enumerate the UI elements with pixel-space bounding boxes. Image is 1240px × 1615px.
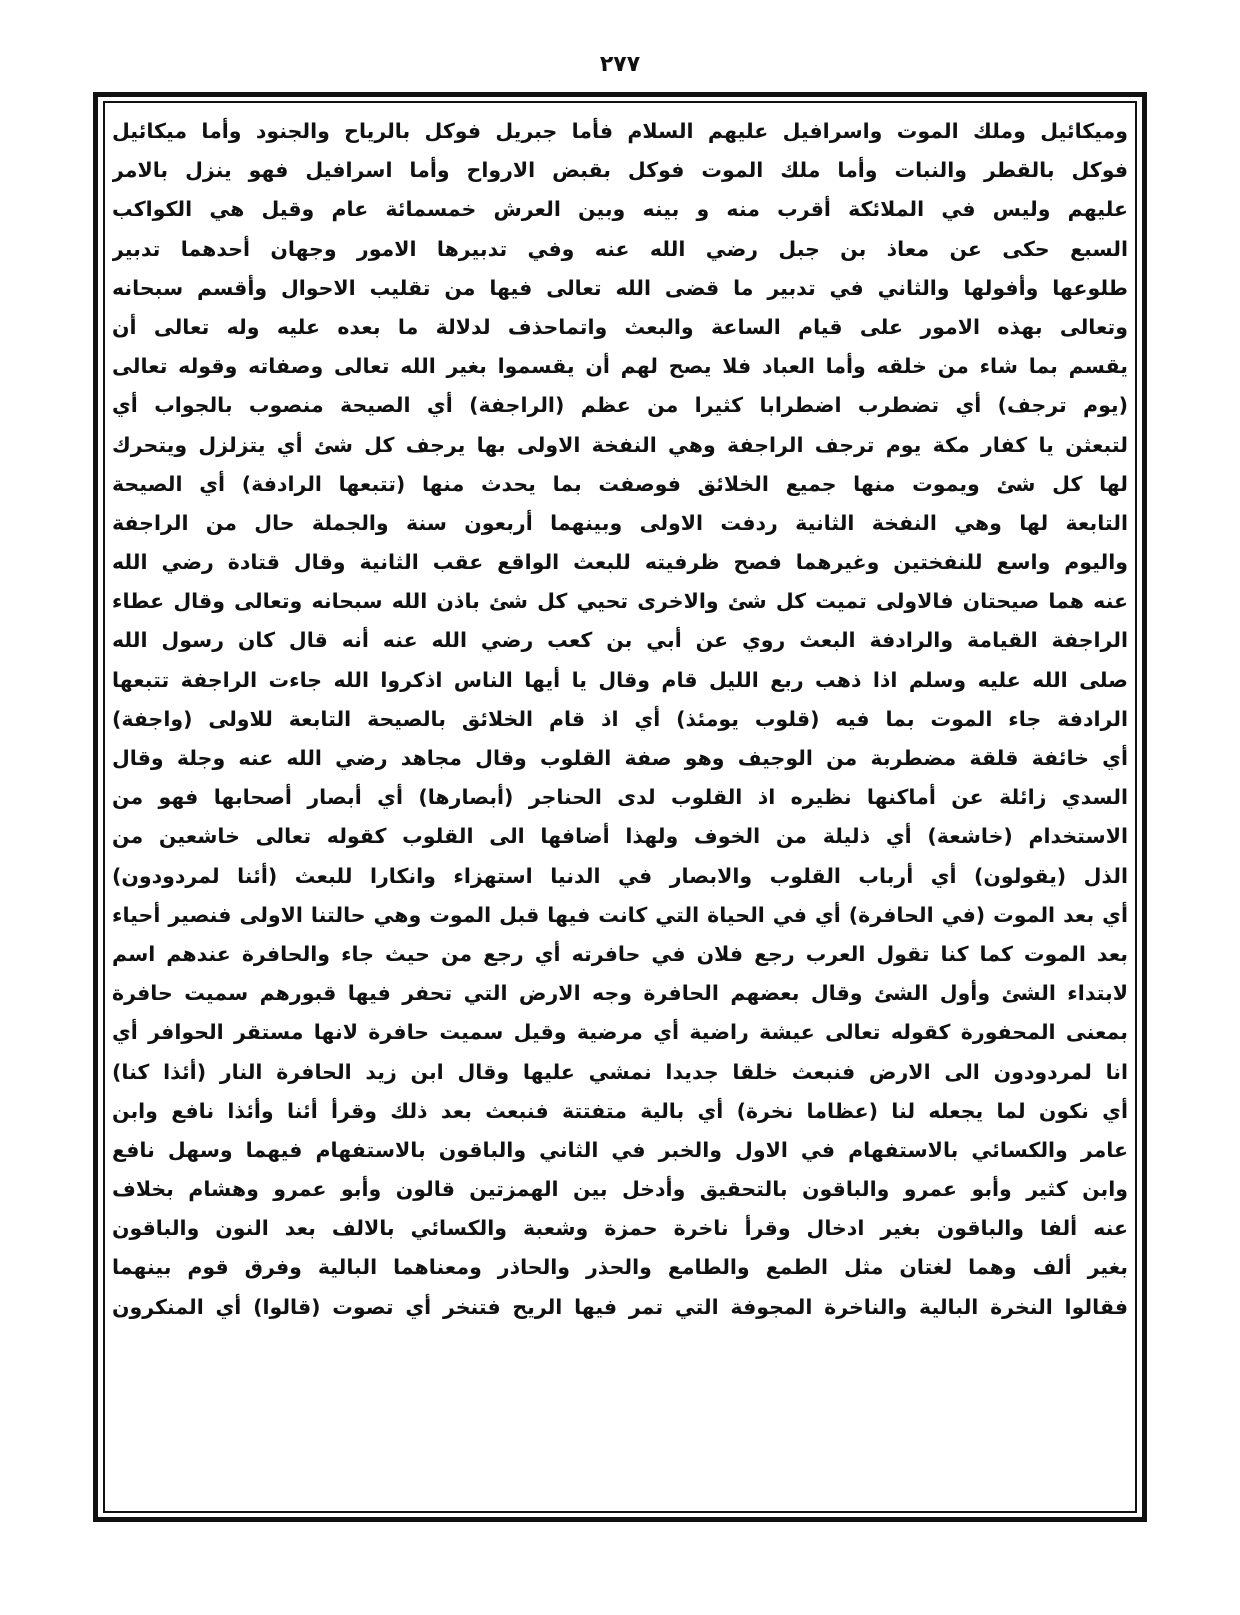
text-line: بغير ألف وهما لغتان مثل الطمع والطامع والحذر والحاذر ومعناهما البالية وفرق قوم بينهما: [112, 1255, 1128, 1280]
text-line: التابعة لها وهي النفخة الثانية ردفت الاولى وبينهما أربعون سنة والجملة حال من الراجفة: [112, 510, 1128, 535]
text-line: أي بعد الموت (في الحافرة) أي في الحياة التي كانت فيها قبل الموت وهي حالتنا الاولى فنصير أحياء: [112, 902, 1128, 927]
text-line: واليوم واسع للنفختين وغيرهما فصح ظرفيته للبعث الواقع عقب الثانية وقال قتادة رضي الله: [112, 550, 1128, 575]
text-line: (يوم ترجف) أي تضطرب اضطرابا كثيرا من عظم (الراجفة) أي الصيحة منصوب بالجواب أي: [112, 393, 1128, 418]
text-line: لتبعثن يا كفار مكة يوم ترجف الراجفة وهي النفخة الاولى بها يرجف كل شئ أي يتزلزل ويتحرك: [112, 432, 1128, 457]
text-line: السبع حكى عن معاذ بن جبل رضي الله عنه وفي تدبيرها الامور وجهان أحدهما تدبير: [112, 236, 1128, 261]
text-line: عامر والكسائي بالاستفهام في الاول والخبر في الثاني والباقون بالاستفهام فيهما وسهل نافع: [112, 1137, 1128, 1162]
text-line: الرادفة جاء الموت بما فيه (قلوب يومئذ) أي اذ قام الخلائق بالصيحة التابعة للاولى (واجفة): [112, 706, 1128, 731]
page-number: ٢٧٧: [599, 52, 641, 77]
text-line: فقالوا النخرة البالية والناخرة المجوفة التي تمر فيها الريح فتنخر أي تصوت (قالوا) أي المنكرون: [112, 1294, 1128, 1319]
text-line: فوكل بالقطر والنبات وأما ملك الموت فوكل بقبض الارواح وأما اسرافيل فهو ينزل بالامر: [112, 158, 1128, 183]
text-line: وابن كثير وأبو عمرو والباقون بالتحقيق وأدخل بين الهمزتين قالون وأبو عمرو وهشام بخلاف: [112, 1177, 1128, 1202]
text-line: أي خائفة قلقة مضطربة من الوجيف وهو صفة القلوب وقال مجاهد رضي الله عنه وجلة وقال: [112, 746, 1128, 770]
text-line: السدي زائلة عن أماكنها نظيره اذ القلوب لدى الحناجر (أبصارها) أي أبصار أصحابها فهو من: [112, 785, 1128, 810]
text-line: بعد الموت كما كنا تقول العرب رجع فلان في حافرته أي رجع من حيث جاء والحافرة عندهم اسم: [112, 941, 1128, 966]
text-line: بمعنى المحفورة كقوله تعالى عيشة راضية أي مرضية وقيل سميت حافرة لانها مستقر الحوافر أي: [112, 1020, 1128, 1045]
text-line: وتعالى بهذه الامور على قيام الساعة والبعث واتماحذف لدلالة ما بعده عليه وله تعالى أن: [112, 314, 1128, 339]
text-line: يقسم بما شاء من خلقه وأما العباد فلا يصح لهم أن يقسموا بغير الله تعالى وصفاته وقوله تعالى: [112, 354, 1128, 379]
text-line: طلوعها وأفولها والثاني في تدبير ما قضى الله تعالى فيها من تقليب الاحوال وأقسم سبحانه: [112, 275, 1128, 300]
page-body-text: [112, 112, 1128, 1510]
text-line: لها كل شئ ويموت منها جميع الخلائق فوصفت بما يحدث منها (تتبعها الرادفة) أي الصيحة: [112, 471, 1128, 496]
text-line: عنه هما صيحتان فالاولى تميت كل شئ والاخرى تحيي كل شئ باذن الله سبحانه وتعالى وقال عطاء: [112, 589, 1128, 614]
text-line: الذل (يقولون) أي أرباب القلوب والابصار في الدنيا استهزاء وانكارا للبعث (أئنا لمردودون): [112, 863, 1128, 888]
text-line: انا لمردودون الى الارض فنبعث خلقا جديدا نمشي عليها وقال ابن زيد الحافرة النار (أئذا كنا): [112, 1059, 1128, 1084]
text-line: الاستخدام (خاشعة) أي ذليلة من الخوف ولهذا أضافها الى القلوب كقوله تعالى خاشعين من: [112, 824, 1128, 849]
text-line: عنه ألفا والباقون بغير ادخال وقرأ ناخرة حمزة وشعبة والكسائي بالالف بعد النون والباقون: [112, 1216, 1128, 1241]
text-line: صلى الله عليه وسلم اذا ذهب ربع الليل قام وقال يا أيها الناس اذكروا الله جاءت الراجفة تتبعها: [112, 667, 1128, 692]
text-line: أي نكون لما يجعله لنا (عظاما نخرة) أي بالية متفتتة فنبعث بعد ذلك وقرأ أئنا وأئذا نافع وابن: [112, 1098, 1128, 1123]
text-line: الراجفة القيامة والرادفة البعث روي عن أبي بن كعب رضي الله عنه أنه قال كان رسول الله: [112, 628, 1128, 653]
text-line: عليهم وليس في الملائكة أقرب منه و بينه وبين العرش خمسمائة عام وقيل هي الكواكب: [112, 197, 1128, 222]
text-line: وميكائيل وملك الموت واسرافيل عليهم السلام فأما جبريل فوكل بالرياح والجنود وأما ميكائيل: [112, 119, 1128, 143]
text-line: لابتداء الشئ وأول الشئ وقال بعضهم الحافرة وجه الارض التي تحفر فيها قبورهم سميت حافرة: [112, 981, 1128, 1006]
